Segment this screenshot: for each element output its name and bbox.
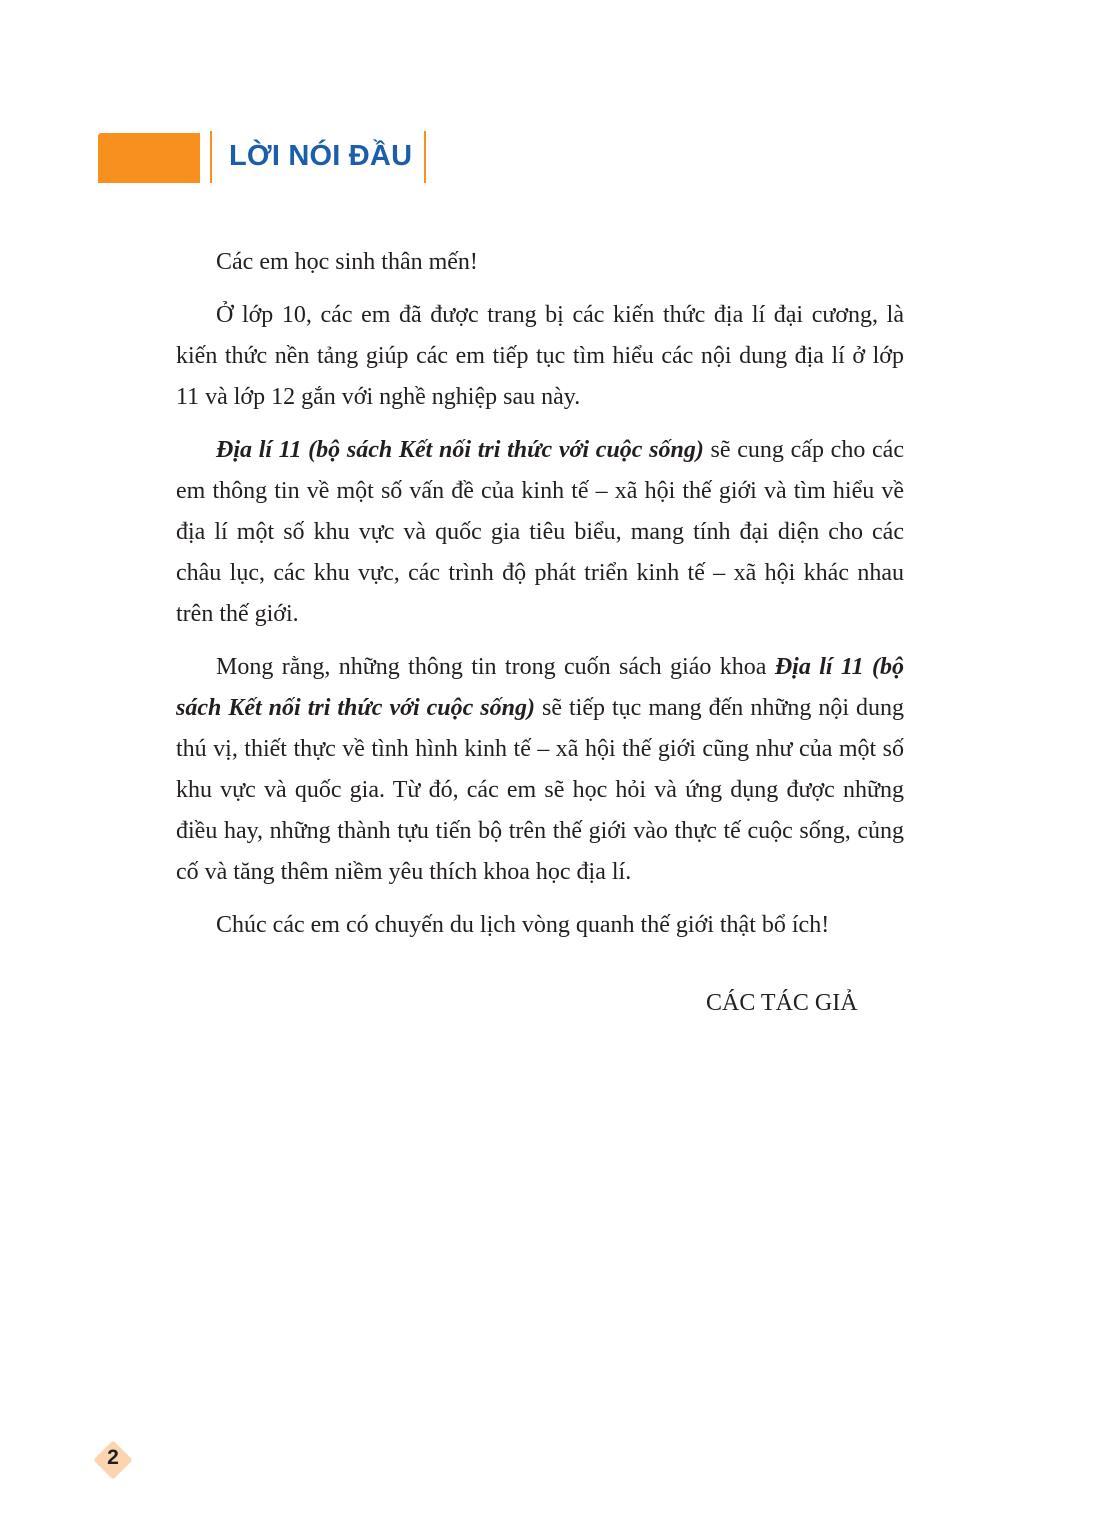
header-accent-bar [98, 133, 200, 183]
book-title-emphasis: Địa lí 11 (bộ sách Kết nối tri thức với cuộc sống) [176, 654, 904, 721]
paragraph-2 [176, 430, 904, 635]
preface-body [176, 242, 904, 958]
title-divider-right [424, 131, 426, 183]
page-number-badge [93, 1440, 133, 1480]
paragraph-3-start: Mong rằng, những thông tin trong cuốn sách giáo khoa [216, 654, 775, 680]
paragraph-2-text: sẽ cung cấp cho các em thông tin về một số vấn đề của kinh tế – xã hội thế giới và tìm hiểu về địa lí một số khu vực và quốc gia tiêu biểu, mang tính đại diện cho các châu lục, các khu vực, các trình độ phát triển kinh tế – xã hội khác nhau trên thế giới. [176, 437, 904, 627]
title-divider-left [210, 131, 212, 183]
page-number: 2 [107, 1446, 119, 1469]
page-title: LỜI NÓI ĐẦU [229, 140, 413, 172]
greeting-paragraph: Các em học sinh thân mến! [216, 249, 478, 275]
paragraph-3-text: sẽ tiếp tục mang đến những nội dung thú vị, thiết thực về tình hình kinh tế – xã hội thế giới cũng như của một số khu vực và quốc gia. Từ đó, các em sẽ học hỏi và ứng dụng được những điều hay, những thành tựu tiến bộ trên thế giới vào thực tế cuộc sống, củng cố và tăng thêm niềm yêu thích khoa học địa lí. [176, 695, 905, 885]
paragraph-1: Ở lớp 10, các em đã được trang bị các kiến thức địa lí đại cương, là kiến thức nền tảng giúp các em tiếp tục tìm hiểu các nội dung địa lí ở lớp 11 và lớp 12 gắn với nghề nghiệp sau này. [176, 302, 904, 410]
closing-paragraph: Chúc các em có chuyến du lịch vòng quanh thế giới thật bổ ích! [216, 912, 830, 938]
signature: CÁC TÁC GIẢ [706, 990, 858, 1016]
book-title-emphasis: Địa lí 11 (bộ sách Kết nối tri thức với cuộc sống) [216, 437, 704, 463]
paragraph-3 [176, 647, 904, 893]
